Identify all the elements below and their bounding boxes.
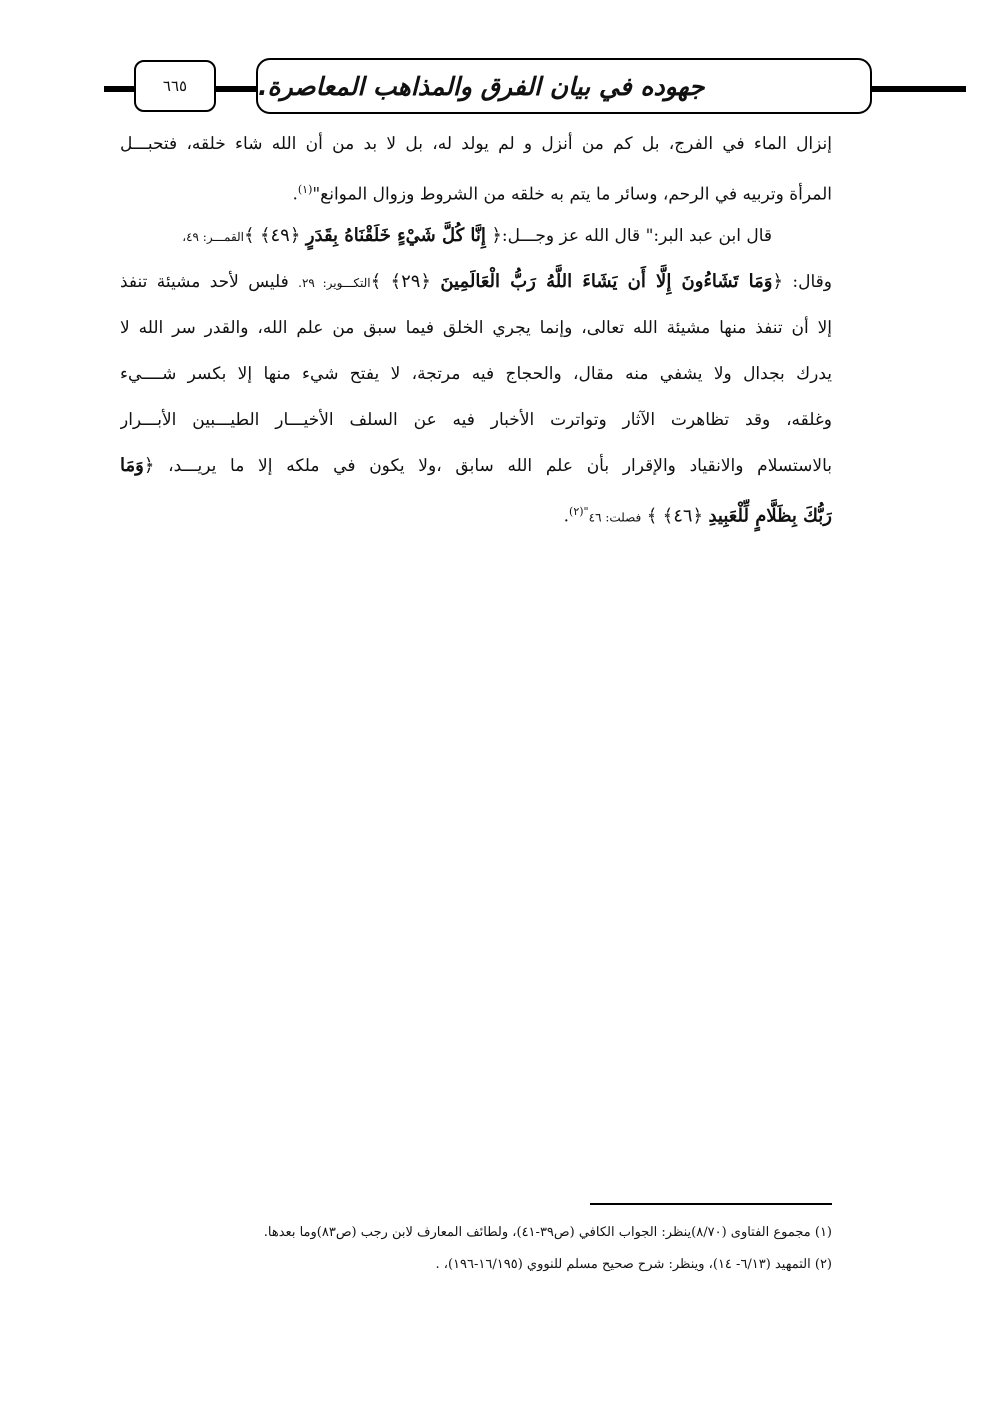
- text-line-4-rest: فليس لأحد مشيئة تنفذ: [120, 272, 289, 292]
- said-label: وقال:: [792, 272, 832, 292]
- quran-verse-3a: وَمَا: [120, 455, 144, 476]
- footnote-1: (١) مجموع الفتاوى (٨/٧٠)ينظر: الجواب الكافي (ص٣٩-٤١)، ولطائف المعارف لابن رجب (ص٨٣)وما بعدها.: [263, 1225, 832, 1240]
- surah-reference-2: التكـــوير: ٢٩.: [298, 276, 371, 290]
- running-header-title: جهوده في بيان الفرق والمذاهب المعاصرة.: [256, 58, 872, 114]
- quote-intro: قال ابن عبد البر:" قال الله عز وجـــل:: [501, 226, 772, 246]
- text-line-2-end: .: [292, 184, 298, 205]
- ayah-number-1: ﴿٤٩﴾: [259, 225, 301, 246]
- page-number: ٦٦٥: [134, 60, 216, 112]
- text-line-5: إلا أن تنفذ منها مشيئة الله تعالى، وإنما يجري الخلق فيما سبق من علم الله، والقدر سر الله لا: [120, 318, 832, 338]
- quran-verse-3b: رَبُّكَ بِظَلَّامٍ لِّلْعَبِيدِ: [708, 505, 832, 527]
- quran-bracket-open-icon: ﴿: [491, 225, 502, 246]
- text-line-9-end: .: [563, 506, 570, 527]
- quran-bracket-close-icon: ﴾: [244, 225, 255, 246]
- text-line-8: [120, 446, 832, 492]
- text-line-8-body: بالاستسلام والانقياد والإقرار بأن علم الله سابق ،ولا يكون في ملكه إلا ما يريـــد،: [168, 456, 832, 476]
- text-line-3: [120, 216, 832, 262]
- footnote-2: (٢) التمهيد (٦/١٣- ١٤)، وينظر: شرح صحيح مسلم للنووي (١٦/١٩٥-١٩٦)، .: [435, 1257, 832, 1272]
- quran-bracket-close-icon: ﴾: [646, 505, 658, 527]
- footnote-marker-2[interactable]: "(٢): [569, 505, 589, 518]
- surah-reference-3: فصلت: ٤٦: [588, 510, 642, 525]
- header-rule-right: [872, 86, 966, 92]
- text-line-9: [120, 492, 832, 538]
- main-text: [120, 124, 832, 538]
- text-line-4: [120, 262, 832, 308]
- surah-reference-1: القمـــر: ٤٩،: [182, 230, 245, 244]
- text-line-1: إنزال الماء في الفرج، بل كم من أنزل و لم يولد له، بل لا بد من أن الله شاء خلقه، فتحبـــل: [120, 134, 832, 154]
- quran-bracket-open-icon: ﴿: [143, 455, 155, 476]
- quran-verse-1: إِنَّا كُلَّ شَيْءٍ خَلَقْنَاهُ بِقَدَرٍ: [305, 225, 486, 246]
- text-line-7: وغلقه، وقد تظاهرت الآثار وتواترت الأخبار فيه عن السلف الأخيـــار الطيـــبين الأبـــرار: [120, 410, 832, 430]
- footnote-separator: [590, 1203, 832, 1205]
- footnote-marker-1[interactable]: (١): [297, 183, 313, 196]
- text-line-6: يدرك بجدال ولا يشفي منه مقال، والحجاج فيه مرتجة، لا يفتح شيء منها إلا بكسر شــــيء: [120, 364, 832, 384]
- quran-verse-2: وَمَا تَشَاءُونَ إِلَّا أَن يَشَاءَ اللَّهُ رَبُّ الْعَالَمِينَ: [440, 271, 773, 292]
- quran-bracket-open-icon: ﴿: [772, 271, 784, 292]
- ayah-number-2: ﴿٢٩﴾: [390, 271, 431, 292]
- footnotes: [120, 1218, 832, 1282]
- ayah-number-3: ﴿٤٦﴾: [662, 505, 704, 527]
- text-line-2: [120, 170, 832, 216]
- text-line-2-body: المرأة وتربيه في الرحم، وسائر ما يتم به خلقه من الشروط وزوال الموانع": [312, 184, 832, 205]
- quran-bracket-close-icon: ﴾: [370, 271, 382, 292]
